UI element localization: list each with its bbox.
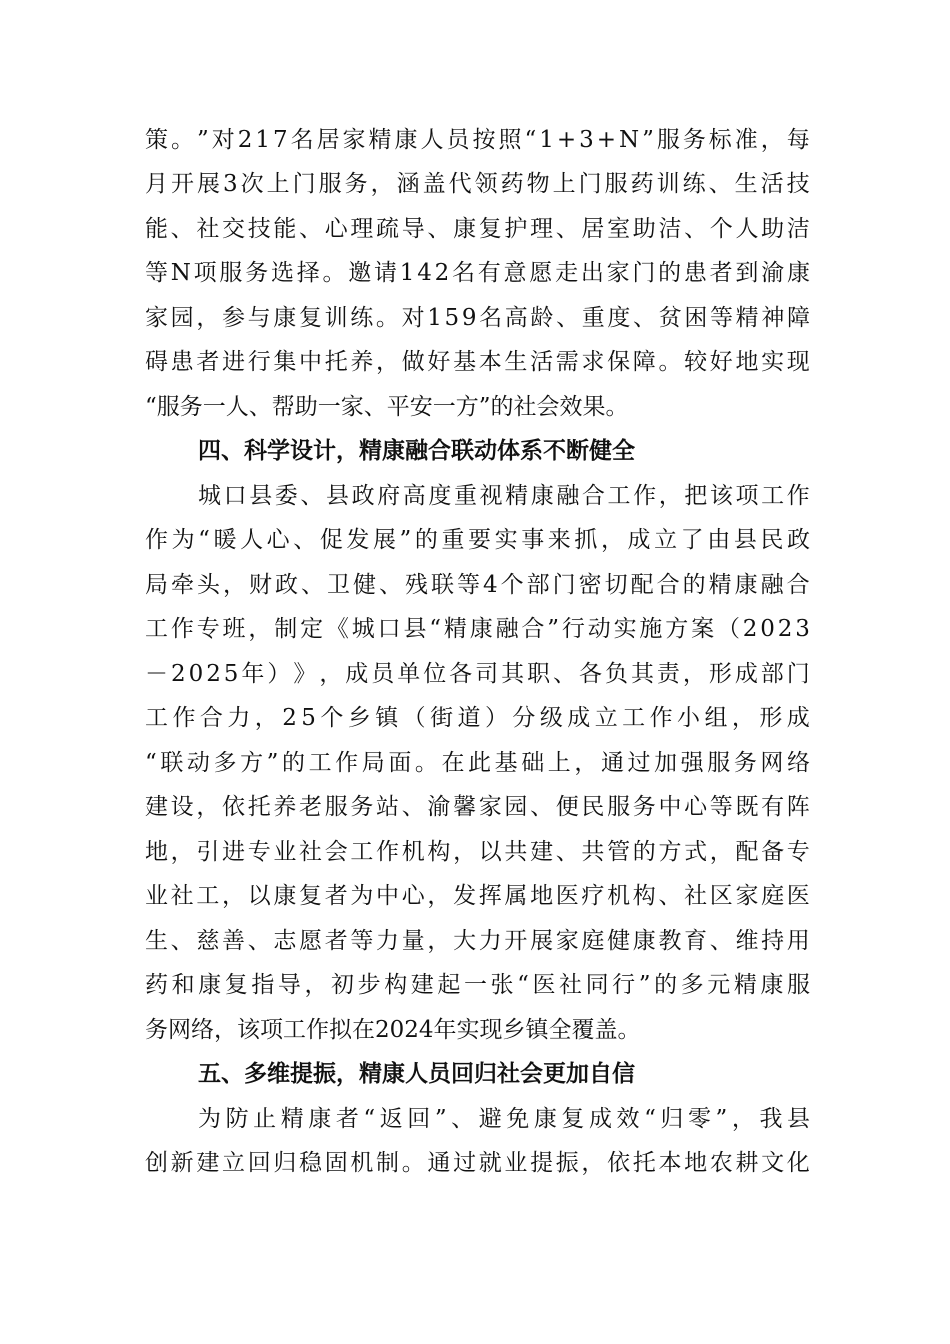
paragraph-1-line-4: 等 N 项 服 务 选 择 。 邀 请 1 4 2 名 有 意 愿 走 出 家 门 的 患 者 到 渝 康 — [145, 260, 810, 286]
paragraph-2-line-10: 业 社 工 ， 以 康 复 者 为 中 心 ， 发 挥 属 地 医 疗 机 构 、 社 区 家 庭 医 — [145, 883, 810, 909]
paragraph-2-line-9: 地 ， 引 进 专 业 社 会 工 作 机 构 ， 以 共 建 、 共 管 的 方 式 ， 配 备 专 — [145, 839, 810, 865]
paragraph-3-line-1: 为 防 止 精 康 者 “ 返 回 ” 、 避 免 康 复 成 效 “ 归 零 ” ， 我 县 — [198, 1106, 810, 1132]
paragraph-1-line-3: 能 、 社 交 技 能 、 心 理 疏 导 、 康 复 护 理 、 居 室 助 洁 、 个 人 助 洁 — [145, 216, 810, 242]
paragraph-2-line-11: 生 、 慈 善 、 志 愿 者 等 力 量 ， 大 力 开 展 家 庭 健 康 教 育 、 维 持 用 — [145, 928, 810, 954]
paragraph-1-line-1: 策 。 ” 对 2 1 7 名 居 家 精 康 人 员 按 照 “ 1 + 3 + N ” 服 务 标 准 ， 每 — [145, 127, 810, 153]
paragraph-2-line-6: 工 作 合 力 ， 2 5 个 乡 镇 （ 街 道 ） 分 级 成 立 工 作 小 组 ， 形 成 — [145, 705, 810, 731]
paragraph-2-line-5: － 2 0 2 5 年 ） 》 ， 成 员 单 位 各 司 其 职 、 各 负 其 责 ， 形 成 部 门 — [145, 661, 810, 687]
paragraph-1-line-6: 碍 患 者 进 行 集 中 托 养 ， 做 好 基 本 生 活 需 求 保 障 。 较 好 地 实 现 — [145, 349, 810, 375]
paragraph-3-line-2: 创 新 建 立 回 归 稳 固 机 制 。 通 过 就 业 提 振 ， 依 托 本 地 农 耕 文 化 — [145, 1150, 810, 1176]
paragraph-1-line-2: 月 开 展 3 次 上 门 服 务 ， 涵 盖 代 领 药 物 上 门 服 药 训 练 、 生 活 技 — [145, 171, 810, 197]
section-heading-4: 四、科学设计，精康融合联动体系不断健全 — [198, 438, 635, 464]
paragraph-1-line-5: 家 园 ， 参 与 康 复 训 练 。 对 1 5 9 名 高 龄 、 重 度 、 贫 困 等 精 神 障 — [145, 305, 810, 331]
paragraph-2-line-13: 务网络，该项工作拟在2024年实现乡镇全覆盖。 — [145, 1017, 641, 1043]
paragraph-2-line-2: 作 为 “ 暖 人 心 、 促 发 展 ” 的 重 要 实 事 来 抓 ， 成 立 了 由 县 民 政 — [145, 527, 810, 553]
paragraph-2-line-7: “ 联 动 多 方 ” 的 工 作 局 面 。 在 此 基 础 上 ， 通 过 加 强 服 务 网 络 — [145, 750, 810, 776]
paragraph-2-line-4: 工 作 专 班 ， 制 定 《 城 口 县 “ 精 康 融 合 ” 行 动 实 施 方 案 （ 2 0 2 3 — [145, 616, 810, 642]
section-heading-5: 五、多维提振，精康人员回归社会更加自信 — [198, 1061, 635, 1087]
paragraph-2-line-12: 药 和 康 复 指 导 ， 初 步 构 建 起 一 张 “ 医 社 同 行 ” 的 多 元 精 康 服 — [145, 972, 810, 998]
paragraph-2-line-3: 局 牵 头 ， 财 政 、 卫 健 、 残 联 等 4 个 部 门 密 切 配 合 的 精 康 融 合 — [145, 572, 810, 598]
paragraph-2-line-8: 建 设 ， 依 托 养 老 服 务 站 、 渝 馨 家 园 、 便 民 服 务 中 心 等 既 有 阵 — [145, 794, 810, 820]
paragraph-1-line-7: “服务一人、帮助一家、平安一方”的社会效果。 — [145, 394, 629, 420]
paragraph-2-line-1: 城 口 县 委 、 县 政 府 高 度 重 视 精 康 融 合 工 作 ， 把 该 项 工 作 — [198, 483, 810, 509]
